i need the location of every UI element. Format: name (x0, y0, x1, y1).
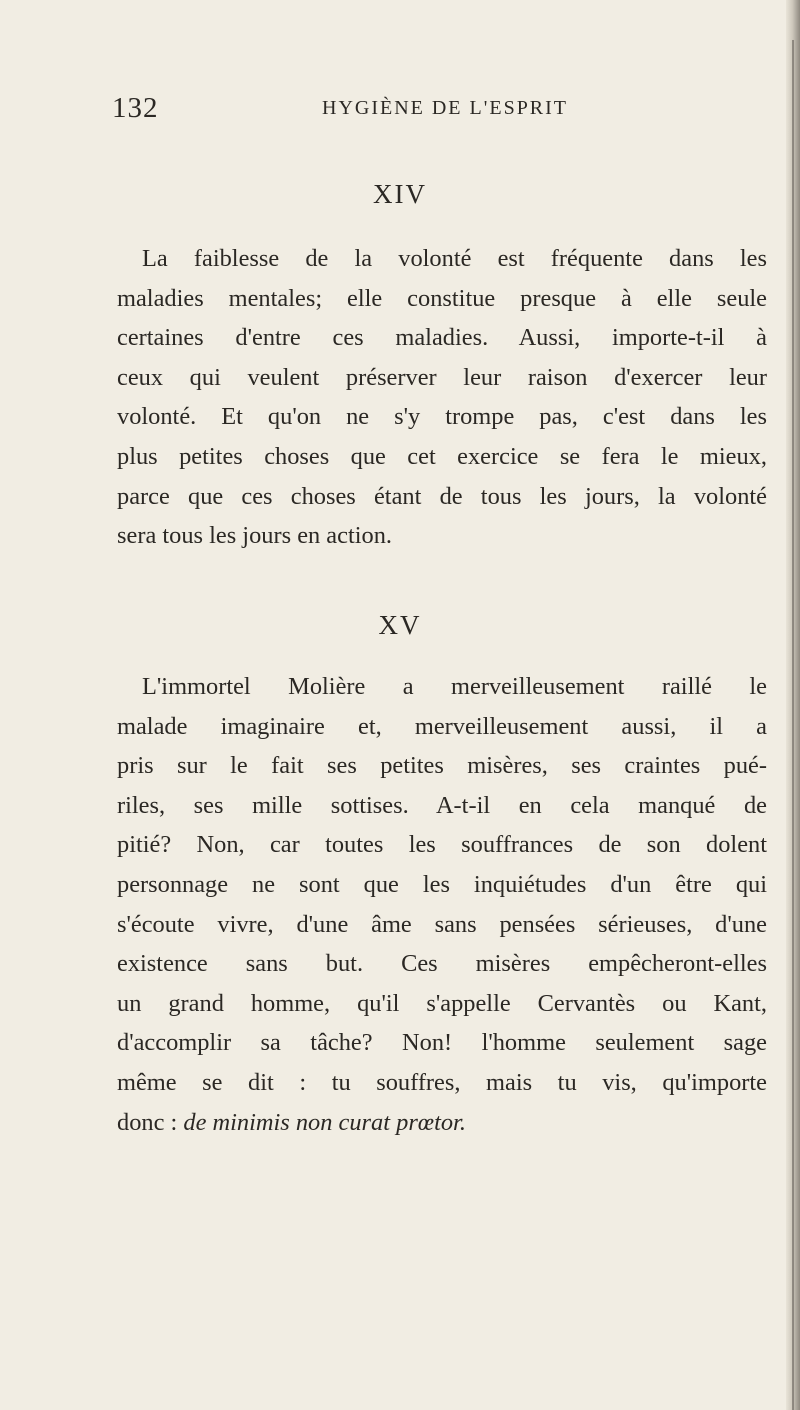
text-line: pris sur le fait ses petites misères, ses craintes pué- (117, 752, 767, 780)
text-line: certaines d'entre ces maladies. Aussi, importe-t-il à (117, 324, 767, 352)
text-line: L'immortel Molière a merveilleusement raillé le (142, 673, 767, 700)
paragraph-xiv (117, 239, 767, 556)
text-line: malade imaginaire et, merveilleusement aussi, il a (117, 712, 767, 740)
text-line: personnage ne sont que les inquiétudes d'un être qui (117, 870, 767, 898)
text-line: ceux qui veulent préserver leur raison d'exercer leur (117, 363, 767, 391)
text-line: existence sans but. Ces misères empêcheront-elles (117, 950, 767, 978)
text-line: un grand homme, qu'il s'appelle Cervantès ou Kant, (117, 989, 767, 1017)
text-line: volonté. Et qu'on ne s'y trompe pas, c'est dans les (117, 403, 767, 431)
closing-line (117, 1103, 767, 1143)
text-line: sera tous les jours en action. (117, 522, 393, 550)
closing-line-text: donc : (117, 1108, 184, 1136)
text-line: parce que ces choses étant de tous les jours, la volonté (117, 482, 767, 510)
text-line: d'accomplir sa tâche? Non! l'homme seulement sage (117, 1029, 767, 1057)
paragraph-xv (117, 667, 767, 1142)
section-number-xiv: XIV (373, 179, 427, 209)
text-line: s'écoute vivre, d'une âme sans pensées sérieuses, d'une (117, 910, 767, 938)
page-edge-line (792, 40, 794, 1410)
text-line: maladies mentales; elle constitue presque à elle seule (117, 284, 767, 312)
latin-phrase: de minimis non curat prœtor. (183, 1108, 466, 1136)
section-number-xv: XV (378, 610, 422, 640)
running-head: HYGIÈNE DE L'ESPRIT (322, 97, 569, 119)
text-line: même se dit : tu souffres, mais tu vis, qu'importe (117, 1068, 767, 1096)
text-line: plus petites choses que cet exercice se fera le mieux, (117, 442, 767, 470)
text-line: riles, ses mille sottises. A-t-il en cela manqué de (117, 791, 767, 819)
text-line: La faiblesse de la volonté est fréquente dans les (142, 245, 767, 272)
text-line: pitié? Non, car toutes les souffrances de son dolent (117, 831, 767, 859)
page-number: 132 (112, 92, 159, 124)
